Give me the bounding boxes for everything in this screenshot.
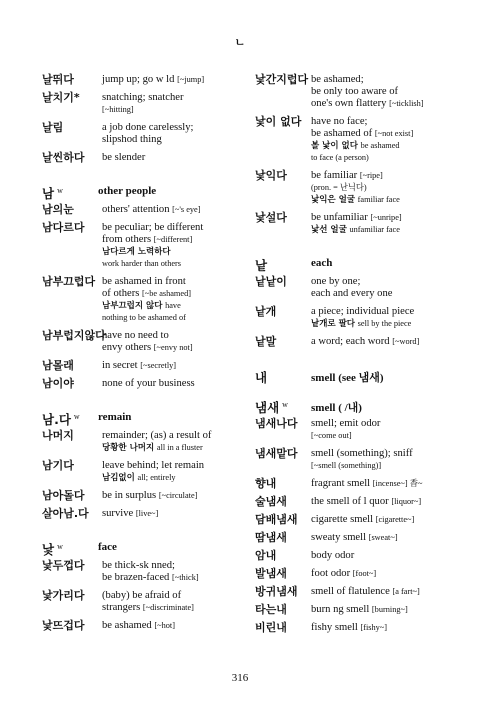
entry-term: 낱낱이	[255, 275, 287, 288]
right-column	[255, 74, 455, 640]
definition-line	[102, 74, 238, 86]
dictionary-entry	[42, 360, 238, 372]
definition-text: burn ng smell	[311, 604, 370, 615]
entry-term: 낯가리다	[42, 589, 85, 602]
dictionary-entry	[42, 430, 238, 454]
section-head	[42, 540, 238, 556]
definition-line	[102, 460, 238, 472]
entry-subnote: to face (a person)	[311, 153, 369, 162]
entry-term: 남부끄럽다	[42, 275, 96, 288]
entry-term: 남몰래	[42, 359, 74, 372]
entry-subnote: [~come out]	[311, 431, 352, 440]
entry-term: 냄새나다	[255, 417, 298, 430]
section-gloss: face	[98, 541, 117, 553]
literal-note: [~discriminate]	[142, 603, 194, 612]
definition-text: in secret	[102, 360, 138, 371]
example-line	[311, 224, 455, 236]
definition-line	[102, 342, 238, 354]
entry-term: 술냄새	[255, 495, 287, 508]
definition-line	[311, 288, 455, 300]
dictionary-entry	[255, 276, 455, 300]
dictionary-entry	[255, 532, 455, 544]
dictionary-entry	[42, 222, 238, 270]
section-headword: 낯 $^w$	[42, 541, 63, 557]
definition-text: cigarette smell	[311, 514, 374, 525]
section-head	[42, 410, 238, 426]
entry-term: 방귀냄새	[255, 585, 298, 598]
hanja-marker: w	[73, 411, 80, 421]
entry-term: 남부럽지않다	[42, 329, 106, 342]
literal-note: [~not exist]	[374, 129, 414, 138]
definition-text: leave behind; let remain	[102, 460, 205, 471]
dictionary-entry	[255, 448, 455, 472]
entry-definition	[255, 336, 455, 348]
definition-line	[102, 276, 238, 288]
definition-text: others' attention	[102, 204, 170, 215]
example-gloss: be ashamed	[360, 141, 400, 150]
dictionary-entry	[42, 92, 238, 116]
section-headword: 내	[255, 370, 268, 385]
definition-text: from others	[102, 234, 152, 245]
entry-definition	[42, 122, 238, 146]
literal-note: [~hot]	[154, 621, 175, 630]
definition-line	[311, 496, 455, 508]
definition-line	[311, 128, 455, 140]
section-head	[42, 184, 238, 200]
dictionary-entry	[42, 276, 238, 324]
entry-term: 낯이 없다	[255, 115, 302, 128]
definition-line	[102, 288, 238, 300]
entry-subnote: [~smell (something)]	[311, 461, 382, 470]
hanja-marker: w	[57, 541, 63, 551]
definition-line	[102, 590, 238, 602]
definition-text: the smell of l quor	[311, 496, 389, 507]
definition-text: be only too aware of	[311, 86, 399, 97]
definition-line	[102, 92, 238, 104]
definition-line	[102, 330, 238, 342]
definition-line	[311, 622, 455, 634]
dictionary-entry	[255, 418, 455, 442]
dictionary-entry	[42, 560, 238, 584]
example-line	[311, 194, 455, 206]
definition-text: slipshod thing	[102, 134, 162, 145]
literal-note: [~secretly]	[140, 361, 177, 370]
definition-line	[102, 360, 238, 372]
definition-line	[102, 222, 238, 234]
dictionary-entry	[42, 590, 238, 614]
entry-definition	[255, 550, 455, 562]
definition-text: be ashamed of	[311, 128, 373, 139]
literal-note: [~thick]	[172, 573, 199, 582]
example-line	[102, 246, 238, 258]
dictionary-entry	[42, 330, 238, 354]
definition-text: each and every one	[311, 288, 393, 299]
literal-note: [~circulate]	[158, 491, 198, 500]
entry-definition	[255, 478, 455, 490]
pronunciation: (pron. = 난닉다)	[311, 183, 367, 192]
section-gloss: each	[311, 257, 333, 269]
dictionary-entry	[42, 378, 238, 390]
dictionary-entry	[42, 204, 238, 216]
dictionary-entry	[255, 586, 455, 598]
entry-term: 남이야	[42, 377, 74, 390]
dictionary-entry	[42, 460, 238, 484]
page-header: ㄴ	[234, 36, 246, 49]
entry-definition	[255, 306, 455, 330]
definition-line	[311, 604, 455, 616]
entry-term: 타는내	[255, 603, 287, 616]
entry-term: 낯설다	[255, 211, 287, 224]
dictionary-entry	[255, 496, 455, 508]
dictionary-entry	[42, 152, 238, 164]
entry-term: 날림	[42, 121, 64, 134]
definition-line	[102, 378, 238, 390]
page-number: 316	[231, 672, 249, 684]
example-gloss: unfamiliar face	[349, 225, 400, 234]
definition-line	[102, 602, 238, 614]
dictionary-entry	[42, 122, 238, 146]
definition-line	[311, 98, 455, 110]
dictionary-entry	[255, 212, 455, 236]
dictionary-entry	[255, 116, 455, 164]
definition-text: have no face;	[311, 116, 368, 127]
definition-text: be thick-sk nned;	[102, 560, 175, 571]
entry-term: 암내	[255, 549, 277, 562]
literal-note: [~jump]	[177, 75, 205, 84]
definition-line	[311, 86, 455, 98]
dictionary-entry	[42, 74, 238, 86]
definition-text: fragrant smell	[311, 478, 371, 489]
definition-text: be brazen-faced	[102, 572, 170, 583]
literal-note: [~word]	[392, 337, 420, 346]
dictionary-entry	[42, 620, 238, 632]
definition-text: jump up; go w ld	[102, 74, 175, 85]
entry-term: 발냄새	[255, 567, 287, 580]
literal-note: [liquor~]	[391, 497, 422, 506]
literal-note: [~be ashamed]	[142, 289, 191, 298]
definition-line	[102, 620, 238, 632]
example-korean: 남부끄럽지 않다	[102, 301, 163, 311]
example-korean: 낯익은 얼굴	[311, 195, 356, 205]
section-headword: 낱	[255, 258, 268, 273]
definition-line	[311, 306, 455, 318]
definition-text: be unfamiliar	[311, 212, 368, 223]
entry-term: 낯뜨겁다	[42, 619, 85, 632]
example-gloss: sell by the piece	[357, 319, 412, 328]
example-line	[311, 140, 455, 152]
definition-text: one by one;	[311, 276, 361, 287]
section-headword: 남 $^w$	[42, 185, 63, 201]
section-headword: 남.다 $^w$	[42, 411, 80, 427]
literal-note: [sweat~]	[368, 533, 398, 542]
entry-term: 담배냄새	[255, 513, 298, 526]
literal-note: [~'s eye]	[172, 205, 201, 214]
literal-note: [~different]	[153, 235, 193, 244]
literal-note: [~ripe]	[359, 171, 383, 180]
definition-text: be slender	[102, 152, 146, 163]
entry-term: 날뛰다	[42, 73, 74, 86]
definition-line	[311, 74, 455, 86]
dictionary-entry	[255, 568, 455, 580]
entry-term: 향내	[255, 477, 277, 490]
example-gloss: all; entirely	[137, 473, 176, 482]
literal-note: [a fart~]	[392, 587, 420, 596]
definition-text: snatching; snatcher	[102, 92, 184, 103]
section-gloss: other people	[98, 185, 157, 197]
definition-line	[102, 122, 238, 134]
literal-note: [~unripe]	[370, 213, 402, 222]
dictionary-entry	[255, 622, 455, 634]
dictionary-entry	[255, 550, 455, 562]
literal-note: [burning~]	[371, 605, 408, 614]
entry-term: 날씬하다	[42, 151, 85, 164]
section-head	[255, 398, 455, 414]
definition-text: be peculiar; be different	[102, 222, 204, 233]
entry-term: 남아돌다	[42, 489, 85, 502]
example-line	[102, 442, 238, 454]
definition-line	[311, 418, 455, 430]
definition-text: smell of flatulence	[311, 586, 390, 597]
example-korean: 남다르게 노력하다	[102, 247, 171, 257]
definition-line	[311, 514, 455, 526]
definition-text: have no need to	[102, 330, 169, 341]
definition-text: remainder; (as) a result of	[102, 430, 212, 441]
literal-note: [foot~]	[352, 569, 377, 578]
literal-note: [cigarette~]	[375, 515, 415, 524]
definition-line	[311, 478, 455, 490]
entry-term: 남기다	[42, 459, 74, 472]
definition-line	[102, 152, 238, 164]
dictionary-entry	[255, 170, 455, 206]
definition-text: fishy smell	[311, 622, 358, 633]
entry-subnote: [~hitting]	[102, 105, 134, 114]
section-head	[255, 368, 455, 384]
definition-text: be in surplus	[102, 490, 157, 501]
definition-line	[311, 336, 455, 348]
example-gloss: familiar face	[357, 195, 400, 204]
literal-note: [incense~] 香~	[372, 479, 423, 488]
definition-text: body odor	[311, 550, 355, 561]
definition-line	[311, 276, 455, 288]
definition-line	[311, 212, 455, 224]
definition-text: be ashamed	[102, 620, 152, 631]
definition-text: smell (something); sniff	[311, 448, 413, 459]
definition-text: strangers	[102, 602, 141, 613]
example-gloss: have	[165, 301, 181, 310]
section-headword: 냄새 $^w$	[255, 399, 288, 415]
example-line	[311, 318, 455, 330]
example-line	[102, 472, 238, 484]
section-head	[255, 256, 455, 272]
entry-term: 낯두껍다	[42, 559, 85, 572]
definition-text: be ashamed;	[311, 74, 364, 85]
entry-term: 날치기*	[42, 91, 80, 104]
left-column	[42, 74, 238, 638]
entry-term: 낱말	[255, 335, 277, 348]
definition-line	[311, 532, 455, 544]
dictionary-entry	[42, 508, 238, 520]
entry-term: 낯익다	[255, 169, 287, 182]
section-gloss: smell (see 냄새)	[311, 372, 384, 384]
definition-text: (baby) be afraid of	[102, 590, 182, 601]
dictionary-entry	[255, 306, 455, 330]
definition-text: envy others	[102, 342, 152, 353]
definition-line	[102, 204, 238, 216]
definition-text: of others	[102, 288, 140, 299]
entry-term: 비린내	[255, 621, 287, 634]
definition-line	[311, 448, 455, 460]
entry-term: 남의눈	[42, 203, 74, 216]
example-korean: 남김없이	[102, 473, 135, 483]
literal-note: [live~]	[135, 509, 159, 518]
example-line	[102, 300, 238, 312]
definition-text: a job done carelessly;	[102, 122, 194, 133]
definition-line	[102, 134, 238, 146]
literal-note: [~envy not]	[153, 343, 193, 352]
definition-line	[311, 550, 455, 562]
definition-line	[102, 234, 238, 246]
definition-line	[102, 508, 238, 520]
definition-text: none of your business	[102, 378, 195, 389]
definition-text: sweaty smell	[311, 532, 367, 543]
definition-line	[311, 170, 455, 182]
definition-line	[311, 586, 455, 598]
dictionary-entry	[42, 490, 238, 502]
entry-term: 땀냄새	[255, 531, 287, 544]
definition-text: a piece; individual piece	[311, 306, 415, 317]
literal-note: [fishy~]	[360, 623, 388, 632]
dictionary-entry	[255, 336, 455, 348]
definition-line	[102, 560, 238, 572]
entry-term: 남다르다	[42, 221, 85, 234]
definition-text: a word; each word	[311, 336, 390, 347]
entry-subnote: nothing to be ashamed of	[102, 313, 186, 322]
dictionary-entry	[255, 604, 455, 616]
definition-line	[102, 490, 238, 502]
section-gloss: smell ( /내)	[311, 402, 362, 414]
definition-text: one's own flattery	[311, 98, 387, 109]
definition-text: be familiar	[311, 170, 358, 181]
entry-term: 냄새맡다	[255, 447, 298, 460]
definition-line	[102, 430, 238, 442]
dictionary-entry	[255, 478, 455, 490]
hanja-marker: w	[282, 399, 288, 409]
entry-term: 낱개	[255, 305, 277, 318]
entry-term: 나머지	[42, 429, 74, 442]
entry-term: 살아남.다	[42, 507, 89, 520]
entry-term: 낯간지럽다	[255, 73, 309, 86]
definition-line	[102, 572, 238, 584]
definition-text: survive	[102, 508, 134, 519]
definition-line	[311, 116, 455, 128]
definition-line	[311, 568, 455, 580]
definition-text: be ashamed in front	[102, 276, 186, 287]
section-gloss: remain	[98, 411, 132, 423]
literal-note: [~ticklish]	[389, 99, 424, 108]
entry-subnote: work harder than others	[102, 259, 182, 268]
example-korean: 낯선 얼굴	[311, 225, 347, 235]
dictionary-entry	[255, 74, 455, 110]
definition-text: smell; emit odor	[311, 418, 381, 429]
definition-text: foot odor	[311, 568, 351, 579]
dictionary-entry	[255, 514, 455, 526]
hanja-marker: w	[57, 185, 63, 195]
example-korean: 낱개로 팔다	[311, 319, 356, 329]
example-korean: 볼 낯이 없다	[311, 141, 358, 151]
example-gloss: all in a fluster	[156, 443, 203, 452]
example-korean: 당황한 나머지	[102, 443, 155, 453]
